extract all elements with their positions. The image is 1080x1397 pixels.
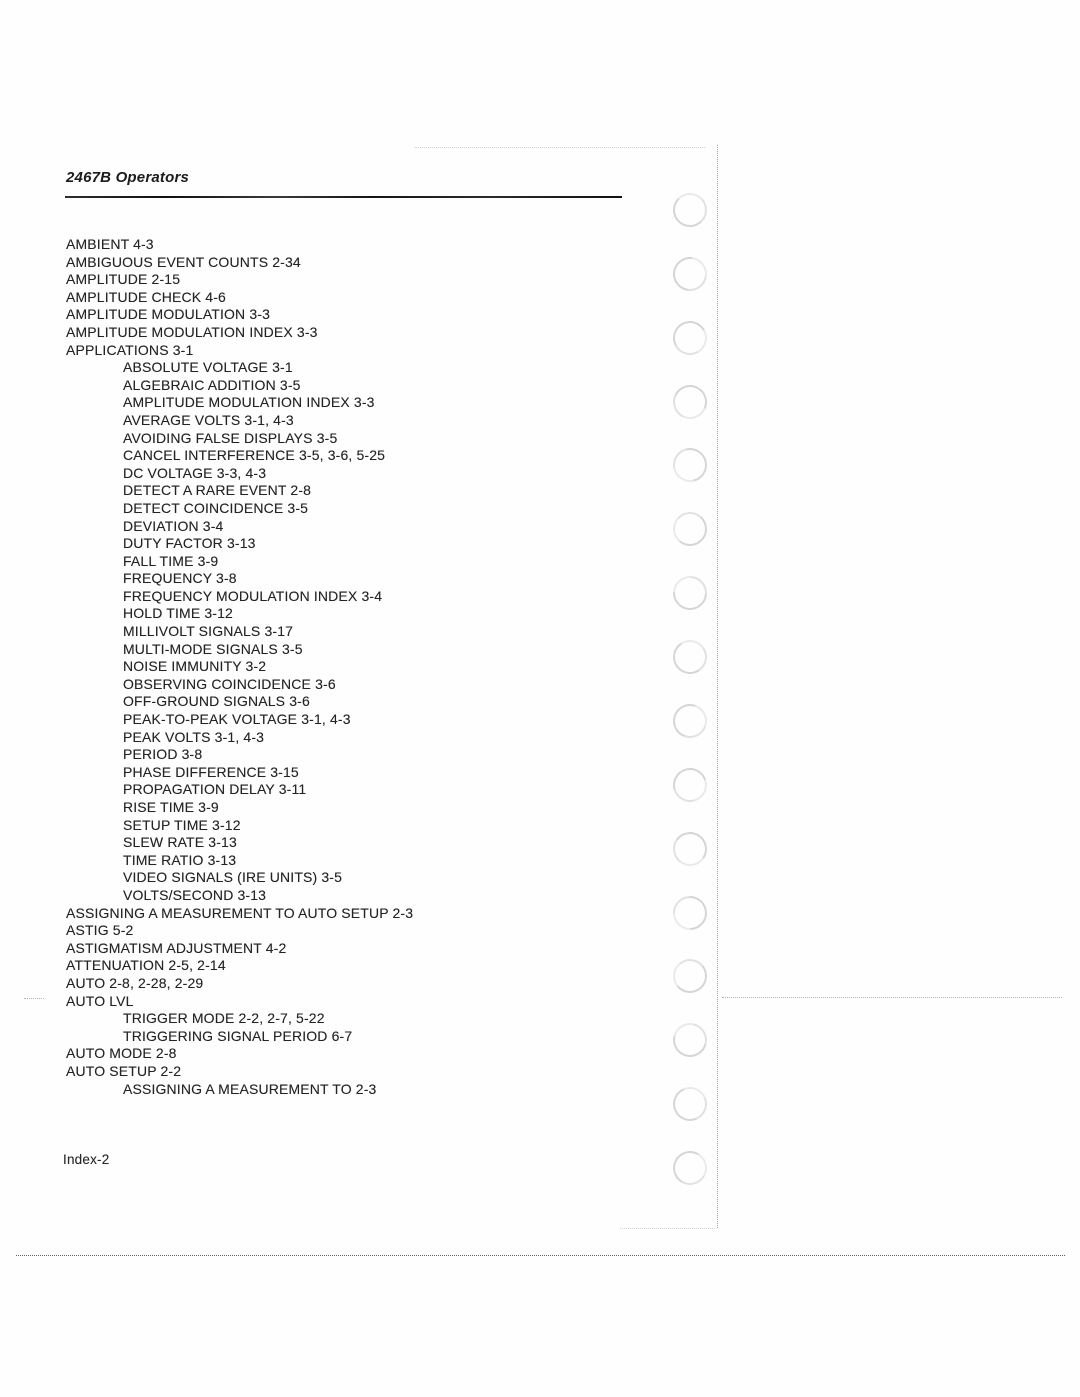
right-dotted-line bbox=[722, 997, 1062, 998]
index-entry: AUTO MODE 2-8 bbox=[66, 1045, 177, 1062]
index-entry: ABSOLUTE VOLTAGE 3-1 bbox=[123, 359, 293, 376]
page-header-title: 2467B Operators bbox=[66, 169, 190, 186]
index-entry: DUTY FACTOR 3-13 bbox=[123, 535, 256, 552]
index-entry: SETUP TIME 3-12 bbox=[123, 816, 241, 833]
index-entry: PERIOD 3-8 bbox=[123, 746, 203, 763]
index-entry: NOISE IMMUNITY 3-2 bbox=[123, 658, 267, 675]
index-entry: TIME RATIO 3-13 bbox=[123, 851, 237, 868]
scan-artifact-specks bbox=[620, 1228, 715, 1229]
index-entry: DETECT COINCIDENCE 3-5 bbox=[123, 499, 309, 516]
index-entry: AMBIGUOUS EVENT COUNTS 2-34 bbox=[66, 253, 301, 270]
index-entry: PROPAGATION DELAY 3-11 bbox=[123, 781, 307, 798]
index-entry: MILLIVOLT SIGNALS 3-17 bbox=[123, 623, 294, 640]
index-list bbox=[66, 236, 706, 1098]
index-entry: AMPLITUDE CHECK 4-6 bbox=[66, 288, 226, 305]
index-entry: DC VOLTAGE 3-3, 4-3 bbox=[123, 464, 267, 481]
index-entry: OFF-GROUND SIGNALS 3-6 bbox=[123, 693, 310, 710]
binding-hole bbox=[673, 193, 707, 227]
index-entry: APPLICATIONS 3-1 bbox=[66, 341, 194, 358]
index-entry: ALGEBRAIC ADDITION 3-5 bbox=[123, 376, 301, 393]
index-entry: ASTIG 5-2 bbox=[66, 922, 134, 939]
index-entry: AMPLITUDE MODULATION INDEX 3-3 bbox=[123, 394, 375, 411]
index-entry: ASSIGNING A MEASUREMENT TO 2-3 bbox=[123, 1080, 377, 1097]
index-entry: FREQUENCY 3-8 bbox=[123, 570, 237, 587]
index-entry: ATTENUATION 2-5, 2-14 bbox=[66, 957, 226, 974]
index-entry: HOLD TIME 3-12 bbox=[123, 605, 233, 622]
index-entry: MULTI-MODE SIGNALS 3-5 bbox=[123, 640, 303, 657]
index-entry: AMPLITUDE MODULATION 3-3 bbox=[66, 306, 271, 323]
index-entry: AMPLITUDE MODULATION INDEX 3-3 bbox=[66, 323, 318, 340]
index-entry: DEVIATION 3-4 bbox=[123, 517, 224, 534]
index-entry: AVERAGE VOLTS 3-1, 4-3 bbox=[123, 411, 294, 428]
index-entry: TRIGGERING SIGNAL PERIOD 6-7 bbox=[123, 1027, 353, 1044]
binding-hole bbox=[669, 1147, 711, 1189]
index-entry: TRIGGER MODE 2-2, 2-7, 5-22 bbox=[123, 1010, 325, 1027]
index-entry: AMBIENT 4-3 bbox=[66, 236, 154, 252]
index-entry: AUTO LVL bbox=[66, 992, 134, 1009]
index-entry: RISE TIME 3-9 bbox=[123, 799, 219, 815]
index-entry: VIDEO SIGNALS (IRE UNITS) 3-5 bbox=[123, 869, 343, 886]
index-entry: ASSIGNING A MEASUREMENT TO AUTO SETUP 2-3 bbox=[66, 904, 414, 921]
index-entry: AVOIDING FALSE DISPLAYS 3-5 bbox=[123, 429, 338, 446]
index-entry: VOLTS/SECOND 3-13 bbox=[123, 886, 267, 903]
index-entry: PEAK VOLTS 3-1, 4-3 bbox=[123, 728, 265, 745]
index-entry: PEAK-TO-PEAK VOLTAGE 3-1, 4-3 bbox=[123, 711, 351, 728]
header-rule bbox=[65, 196, 622, 198]
index-entry: AUTO SETUP 2-2 bbox=[66, 1062, 182, 1079]
bottom-dotted-line bbox=[16, 1255, 1065, 1256]
index-entry: FALL TIME 3-9 bbox=[123, 552, 219, 569]
index-entry: FREQUENCY MODULATION INDEX 3-4 bbox=[123, 587, 383, 604]
scan-artifact-top-dots bbox=[415, 147, 705, 148]
index-entry: AMPLITUDE 2-15 bbox=[66, 271, 181, 288]
index-entry: ASTIGMATISM ADJUSTMENT 4-2 bbox=[66, 939, 287, 956]
index-entry: DETECT A RARE EVENT 2-8 bbox=[123, 482, 312, 499]
index-entry: SLEW RATE 3-13 bbox=[123, 834, 237, 851]
index-entry: AUTO 2-8, 2-28, 2-29 bbox=[66, 974, 204, 991]
page-number: Index-2 bbox=[63, 1152, 110, 1167]
index-entry: CANCEL INTERFERENCE 3-5, 3-6, 5-25 bbox=[123, 447, 386, 464]
binding-separator-line bbox=[717, 145, 718, 1228]
index-entry: OBSERVING COINCIDENCE 3-6 bbox=[123, 675, 336, 692]
index-entry: PHASE DIFFERENCE 3-15 bbox=[123, 763, 299, 780]
scan-artifact-left-dash bbox=[24, 998, 44, 999]
